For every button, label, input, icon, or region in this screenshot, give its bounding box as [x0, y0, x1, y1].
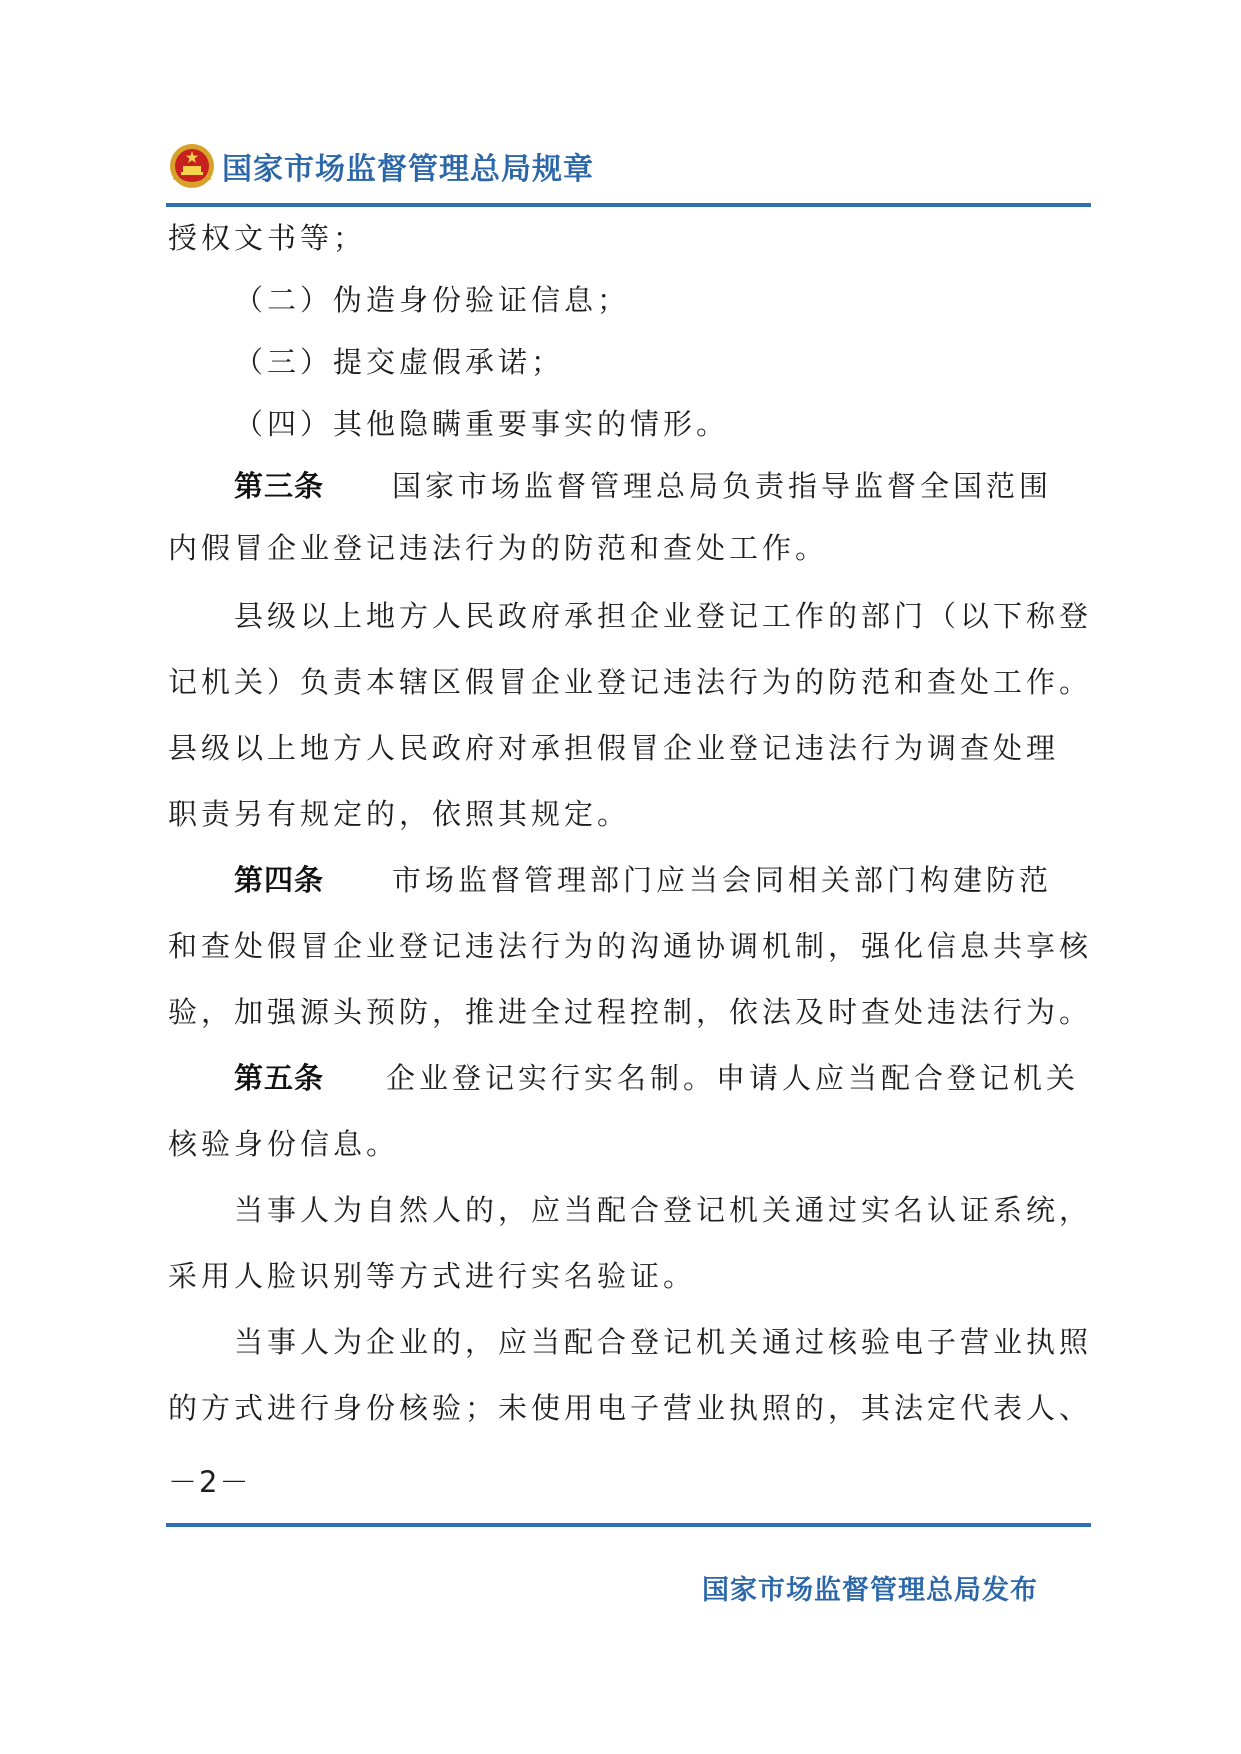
- article-label: 第四条: [234, 863, 325, 897]
- header-rule: [166, 203, 1091, 207]
- text-line: （四）其他隐瞒重要事实的情形。: [234, 407, 730, 441]
- text-line: 核验身份信息。: [168, 1127, 400, 1161]
- text-line: （二）伪造身份验证信息；: [234, 283, 631, 317]
- header-title: 国家市场监督管理总局规章: [222, 152, 594, 187]
- article-text: 国家市场监督管理总局负责指导监督全国范围: [392, 469, 1053, 503]
- text-line: 记机关）负责本辖区假冒企业登记违法行为的防范和查处工作。: [168, 665, 1093, 699]
- article-label: 第五条: [234, 1061, 325, 1095]
- text-line: 内假冒企业登记违法行为的防范和查处工作。: [168, 531, 829, 565]
- text-line: 和查处假冒企业登记违法行为的沟通协调机制，强化信息共享核: [168, 929, 1093, 963]
- text-line: 县级以上地方人民政府承担企业登记工作的部门（以下称登: [234, 599, 1093, 633]
- article-5-line: [234, 1056, 1090, 1100]
- article-text: 市场监督管理部门应当会同相关部门构建防范: [392, 863, 1053, 897]
- page-header: [168, 136, 594, 196]
- text-line: 职责另有规定的，依照其规定。: [168, 797, 631, 831]
- article-4-line: [234, 858, 1090, 902]
- national-emblem-icon: [168, 141, 216, 191]
- text-line: 验，加强源头预防，推进全过程控制，依法及时查处违法行为。: [168, 995, 1093, 1029]
- text-line: 当事人为自然人的，应当配合登记机关通过实名认证系统，: [234, 1193, 1093, 1227]
- article-3-line: [234, 464, 1090, 508]
- text-line: 采用人脸识别等方式进行实名验证。: [168, 1259, 697, 1293]
- text-line: 当事人为企业的，应当配合登记机关通过核验电子营业执照: [234, 1325, 1093, 1359]
- text-line: （三）提交虚假承诺；: [234, 345, 565, 379]
- article-label: 第三条: [234, 469, 325, 503]
- text-line: 的方式进行身份核验；未使用电子营业执照的，其法定代表人、: [168, 1391, 1093, 1425]
- text-line: 县级以上地方人民政府对承担假冒企业登记违法行为调查处理: [168, 731, 1060, 765]
- text-line: 授权文书等；: [168, 221, 367, 255]
- article-text: 企业登记实行实名制。申请人应当配合登记机关: [386, 1061, 1080, 1095]
- page-number: －2－: [168, 1465, 251, 1499]
- footer-publisher: 国家市场监督管理总局发布: [702, 1575, 1038, 1606]
- footer-rule: [166, 1523, 1091, 1527]
